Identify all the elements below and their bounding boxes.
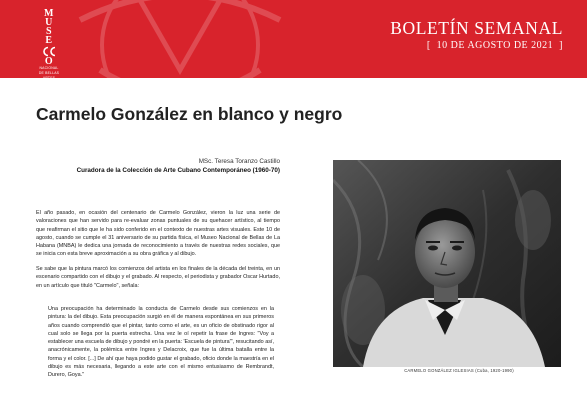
logo-letter-e: E — [45, 35, 53, 46]
paragraph-intro: El año pasado, en ocasión del centenario de Carmelo González, vieron la luz una serie de valoraciones que han servido para re-evaluar zonas puntuales de su quehacer artístico, al tiempo que reafirman el sitio que le ha sido conferido en el contexto de nuestras artes visuales. Este 10 de agosto, cuando se cumple el 31 aniversario de su partida física, el Museo Nacional de Bellas de La Habana (MNBA) le dedica una jornada de reconocimiento a través de nuestras redes sociales, que se inicia con esta breve aproximación a su obra gráfica y al dibujo. — [36, 210, 280, 258]
byline — [77, 158, 280, 174]
logo-subtitle-2: DE BELLAS — [38, 70, 60, 75]
logo-subtitle-1: NACIONAL — [39, 66, 59, 70]
watermark-emblem — [40, 0, 320, 78]
museum-logo[interactable] — [30, 8, 68, 78]
author-name: MSc. Teresa Toranzo Castillo — [198, 158, 280, 165]
block-quote: Una preocupación ha determinado la conducta de Carmelo desde sus comienzos en la pintura: la del dibujo. Esta preocupación surgió en él de manera espontánea en sus primeros años cuando comprendió que el pintar, tanto como el arte, es un oficio de obstinado rigor al cual solo se llega por la puerta estrecha. Una vez le oí repetir la frase de Ingres: "Voy a establecer una escuela de dibujo y pondré en la puerta: 'Escuela de pintura'", resucitando así, anacrónicamente, la polémica entre Ingres y Delacroix, que fue la última batalla entre la forma y el color. [...] De ahí que haya podido gustar el grabado, oficio donde la maestría en el dibujo es más necesaria, llegando a este arte con el mismo entusiasmo de Rembrandt, Durero, Goya." — [48, 306, 274, 379]
paragraph-context: Se sabe que la pintura marcó los comienzos del artista en los finales de la década del treinta, en un escenario compartido con el dibujo y el grabado. Al respecto, el periodista y grabador Oscar Hurtado, en un artículo que tituló "Carmelo", señala: — [36, 266, 280, 289]
bulletin-date: [ 10 DE AGOSTO DE 2021 ] — [426, 40, 563, 51]
bulletin-title: BOLETÍN SEMANAL — [390, 18, 563, 38]
artist-portrait-photo — [333, 160, 561, 367]
logo-letter-o: O — [44, 56, 54, 67]
logo-letter-u: U — [45, 17, 53, 28]
portrait-illustration — [333, 160, 561, 367]
logo-subtitle-3: ARTES — [42, 75, 56, 78]
logo-letter-m: M — [44, 8, 54, 19]
header-banner — [0, 0, 587, 78]
photo-caption: CARMELO GONZÁLEZ IGLESIAS (Cuba, 1920-1990) — [404, 368, 514, 373]
article-title: Carmelo González en blanco y negro — [36, 104, 343, 124]
logo-letter-s: S — [45, 26, 53, 37]
author-role: Curadora de la Colección de Arte Cubano Contemporáneo (1960-70) — [76, 167, 280, 174]
